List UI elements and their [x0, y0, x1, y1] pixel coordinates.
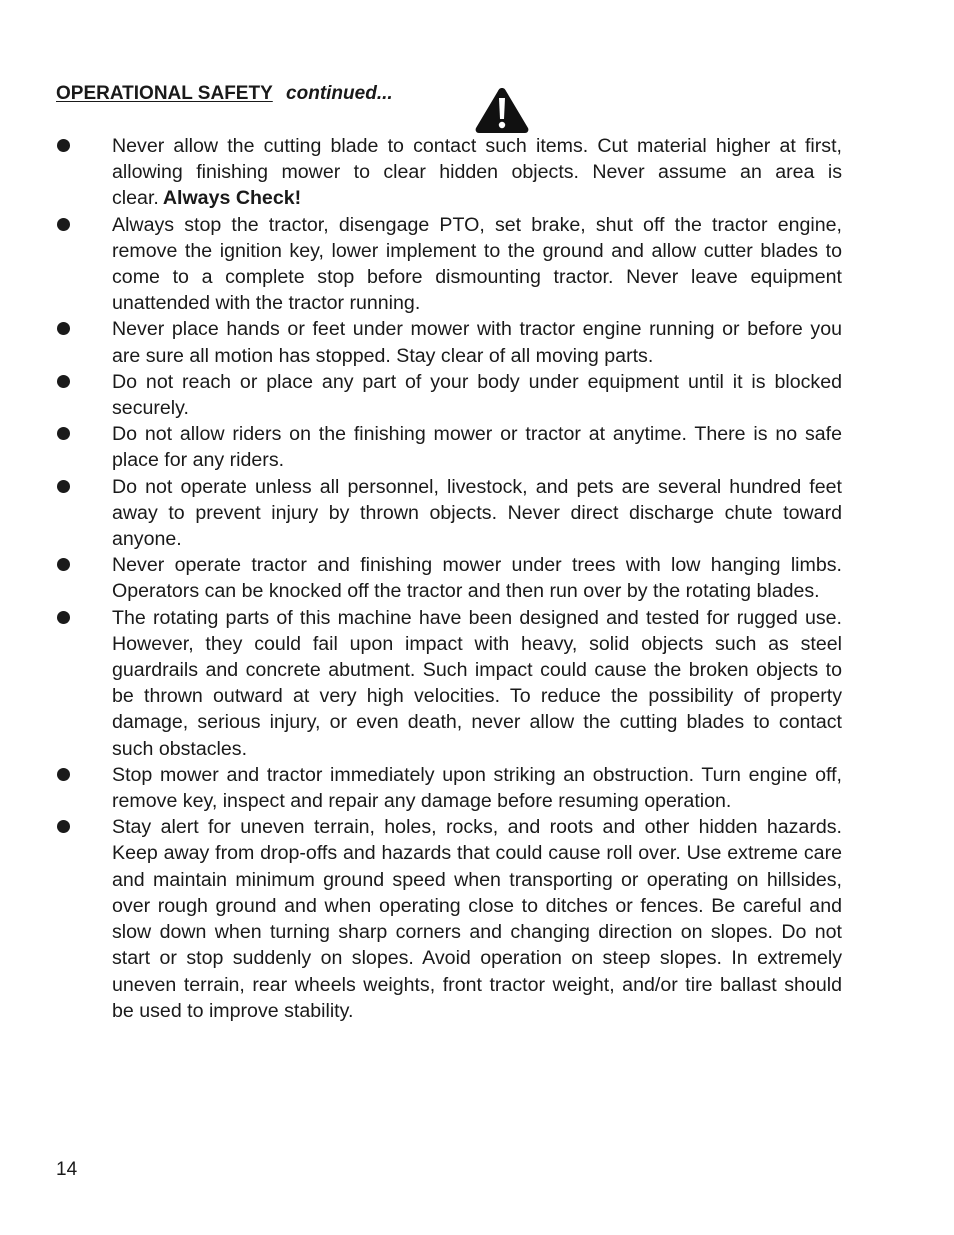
bullet-icon — [57, 218, 70, 231]
list-item — [56, 212, 842, 317]
item-text: Never operate tractor and finishing mower under trees with low hanging limbs. Operators can be knocked off the tractor and then run over by the rotating blades. — [112, 554, 842, 603]
list-item — [56, 369, 842, 421]
bullet-icon — [57, 480, 70, 493]
list-item — [56, 552, 842, 604]
bullet-icon — [57, 768, 70, 781]
list-item — [56, 421, 842, 473]
list-item — [56, 762, 842, 814]
section-heading — [56, 82, 393, 106]
bullet-icon — [57, 611, 70, 624]
warning-icon — [474, 86, 530, 134]
bullet-icon — [57, 139, 70, 152]
page-number: 14 — [56, 1159, 78, 1180]
list-item — [56, 474, 842, 553]
item-text: Never place hands or feet under mower with tractor engine running or before you are sure all motion has stopped. Stay clear of all moving parts. — [112, 318, 842, 367]
item-text: The rotating parts of this machine have been designed and tested for rugged use. However, they could fail upon impact with heavy, solid objects such as steel guardrails and concrete abutment. Such impact could cause the broken objects to be thrown outward at very high velocities. To reduce the possibility of property damage, serious injury, or even death, never allow the cutting blades to contact such obstacles. — [112, 606, 842, 760]
bullet-icon — [57, 558, 70, 571]
bullet-icon — [57, 375, 70, 388]
item-text: Stay alert for uneven terrain, holes, rocks, and roots and other hidden hazards. Keep away from drop-offs and hazards that could cause roll over. Use extreme care and maintain minimum ground speed when transporting or operating on hillsides, over rough ground and when operating close to ditches or fences. Be careful and slow down when turning sharp corners and changing direction on slopes. Do not start or stop suddenly on slopes. Avoid operation on steep slopes. In extremely uneven terrain, rear wheels weights, front tractor weight, and/or tire ballast should be used to improve stability. — [112, 816, 842, 1022]
list-item — [56, 316, 842, 368]
item-text: Do not allow riders on the finishing mower or tractor at anytime. There is no safe place for any riders. — [112, 423, 842, 472]
list-item — [56, 133, 842, 212]
section-title: OPERATIONAL SAFETY — [56, 83, 273, 104]
bullet-icon — [57, 322, 70, 335]
item-text: Do not reach or place any part of your body under equipment until it is blocked securely. — [112, 370, 842, 420]
safety-list — [56, 133, 842, 1024]
item-text: Do not operate unless all personnel, livestock, and pets are several hundred feet away to prevent injury by thrown objects. Never direct discharge chute toward anyone. — [112, 475, 842, 551]
continued-label: continued... — [286, 83, 393, 104]
list-item — [56, 814, 842, 1024]
bullet-icon — [57, 820, 70, 833]
list-item — [56, 605, 842, 762]
item-text: Always stop the tractor, disengage PTO, set brake, shut off the tractor engine, remove the ignition key, lower implement to the ground and allow cutter blades to come to a complete stop before dismounting tractor. Never leave equipment unattended with the tractor running. — [112, 213, 842, 315]
item-text: Never allow the cutting blade to contact such items. Cut material higher at first, allowing finishing mower to clear hidden objects. Never assume an area is clear. — [112, 135, 842, 210]
bullet-icon — [57, 427, 70, 440]
item-text: Stop mower and tractor immediately upon striking an obstruction. Turn engine off, remove key, inspect and repair any damage before resuming operation. — [112, 763, 842, 813]
item-emphasis: Always Check! — [162, 187, 302, 210]
